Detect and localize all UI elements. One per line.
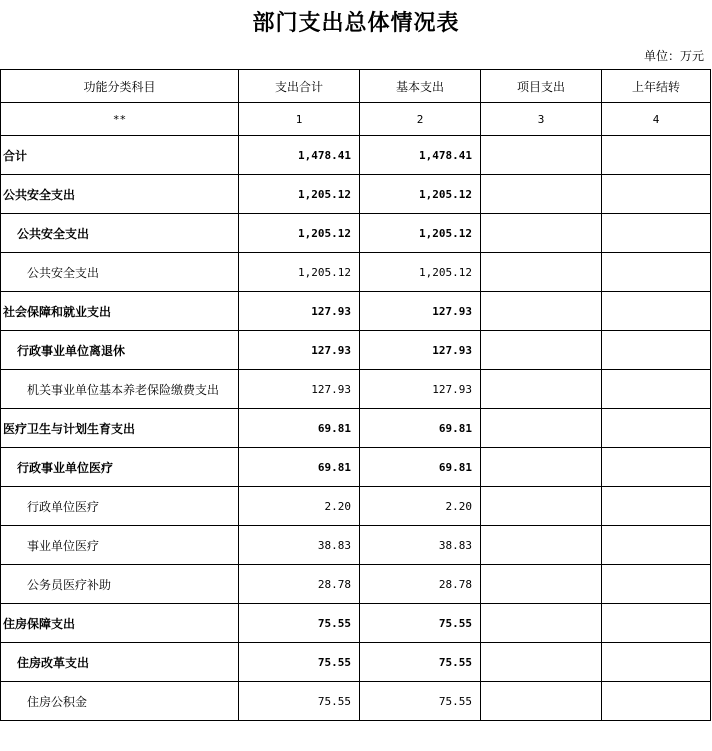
- basic-cell: 1,478.41: [360, 136, 481, 175]
- project-cell: [481, 292, 602, 331]
- column-header: 支出合计: [239, 70, 360, 103]
- total-cell: 75.55: [239, 643, 360, 682]
- category-name: 公共安全支出: [1, 175, 239, 214]
- carryover-cell: [602, 331, 711, 370]
- total-cell: 38.83: [239, 526, 360, 565]
- category-name: 行政事业单位医疗: [1, 448, 239, 487]
- total-cell: 1,205.12: [239, 175, 360, 214]
- category-name: 机关事业单位基本养老保险缴费支出: [1, 370, 239, 409]
- category-name: 公共安全支出: [1, 253, 239, 292]
- index-cell: 2: [360, 103, 481, 136]
- project-cell: [481, 604, 602, 643]
- table-row: [1, 136, 711, 175]
- basic-cell: 28.78: [360, 565, 481, 604]
- table-row: [1, 565, 711, 604]
- index-cell: 4: [602, 103, 711, 136]
- table-row: [1, 214, 711, 253]
- table-row: [1, 370, 711, 409]
- table-row: [1, 292, 711, 331]
- total-cell: 69.81: [239, 409, 360, 448]
- project-cell: [481, 448, 602, 487]
- carryover-cell: [602, 136, 711, 175]
- carryover-cell: [602, 253, 711, 292]
- basic-cell: 127.93: [360, 331, 481, 370]
- table-row: [1, 526, 711, 565]
- carryover-cell: [602, 448, 711, 487]
- carryover-cell: [602, 175, 711, 214]
- carryover-cell: [602, 604, 711, 643]
- basic-cell: 2.20: [360, 487, 481, 526]
- total-cell: 1,205.12: [239, 214, 360, 253]
- category-name: 合计: [1, 136, 239, 175]
- project-cell: [481, 565, 602, 604]
- category-name: 医疗卫生与计划生育支出: [1, 409, 239, 448]
- basic-cell: 127.93: [360, 292, 481, 331]
- carryover-cell: [602, 643, 711, 682]
- project-cell: [481, 409, 602, 448]
- category-name: 公务员医疗补助: [1, 565, 239, 604]
- project-cell: [481, 487, 602, 526]
- total-cell: 1,205.12: [239, 253, 360, 292]
- table-row: [1, 253, 711, 292]
- index-cell: 1: [239, 103, 360, 136]
- total-cell: 2.20: [239, 487, 360, 526]
- table-row: [1, 175, 711, 214]
- carryover-cell: [602, 409, 711, 448]
- column-header: 基本支出: [360, 70, 481, 103]
- total-cell: 75.55: [239, 604, 360, 643]
- basic-cell: 69.81: [360, 448, 481, 487]
- column-header: 上年结转: [602, 70, 711, 103]
- index-cell: 3: [481, 103, 602, 136]
- total-cell: 28.78: [239, 565, 360, 604]
- page-title: 部门支出总体情况表: [252, 10, 460, 36]
- project-cell: [481, 643, 602, 682]
- column-header: 项目支出: [481, 70, 602, 103]
- basic-cell: 75.55: [360, 643, 481, 682]
- carryover-cell: [602, 487, 711, 526]
- table-row: [1, 604, 711, 643]
- total-cell: 127.93: [239, 292, 360, 331]
- category-name: 行政事业单位离退休: [1, 331, 239, 370]
- carryover-cell: [602, 292, 711, 331]
- project-cell: [481, 214, 602, 253]
- project-cell: [481, 526, 602, 565]
- basic-cell: 75.55: [360, 682, 481, 721]
- category-name: 社会保障和就业支出: [1, 292, 239, 331]
- total-cell: 1,478.41: [239, 136, 360, 175]
- project-cell: [481, 253, 602, 292]
- carryover-cell: [602, 214, 711, 253]
- basic-cell: 1,205.12: [360, 175, 481, 214]
- basic-cell: 1,205.12: [360, 214, 481, 253]
- unit-label: 单位：万元: [643, 49, 704, 63]
- category-name: 公共安全支出: [1, 214, 239, 253]
- project-cell: [481, 331, 602, 370]
- category-name: 行政单位医疗: [1, 487, 239, 526]
- carryover-cell: [602, 565, 711, 604]
- category-name: 住房保障支出: [1, 604, 239, 643]
- table-row: [1, 643, 711, 682]
- basic-cell: 127.93: [360, 370, 481, 409]
- carryover-cell: [602, 526, 711, 565]
- index-cell: **: [1, 103, 239, 136]
- total-cell: 69.81: [239, 448, 360, 487]
- project-cell: [481, 175, 602, 214]
- table-row: [1, 448, 711, 487]
- project-cell: [481, 136, 602, 175]
- total-cell: 127.93: [239, 331, 360, 370]
- index-row: [1, 103, 711, 136]
- table-row: [1, 682, 711, 721]
- expenditure-table: [0, 69, 711, 721]
- category-name: 事业单位医疗: [1, 526, 239, 565]
- header-row: [1, 70, 711, 103]
- total-cell: 127.93: [239, 370, 360, 409]
- total-cell: 75.55: [239, 682, 360, 721]
- column-header: 功能分类科目: [1, 70, 239, 103]
- table-row: [1, 487, 711, 526]
- basic-cell: 75.55: [360, 604, 481, 643]
- category-name: 住房公积金: [1, 682, 239, 721]
- category-name: 住房改革支出: [1, 643, 239, 682]
- carryover-cell: [602, 682, 711, 721]
- project-cell: [481, 370, 602, 409]
- table-row: [1, 331, 711, 370]
- table-row: [1, 409, 711, 448]
- basic-cell: 38.83: [360, 526, 481, 565]
- carryover-cell: [602, 370, 711, 409]
- basic-cell: 1,205.12: [360, 253, 481, 292]
- project-cell: [481, 682, 602, 721]
- basic-cell: 69.81: [360, 409, 481, 448]
